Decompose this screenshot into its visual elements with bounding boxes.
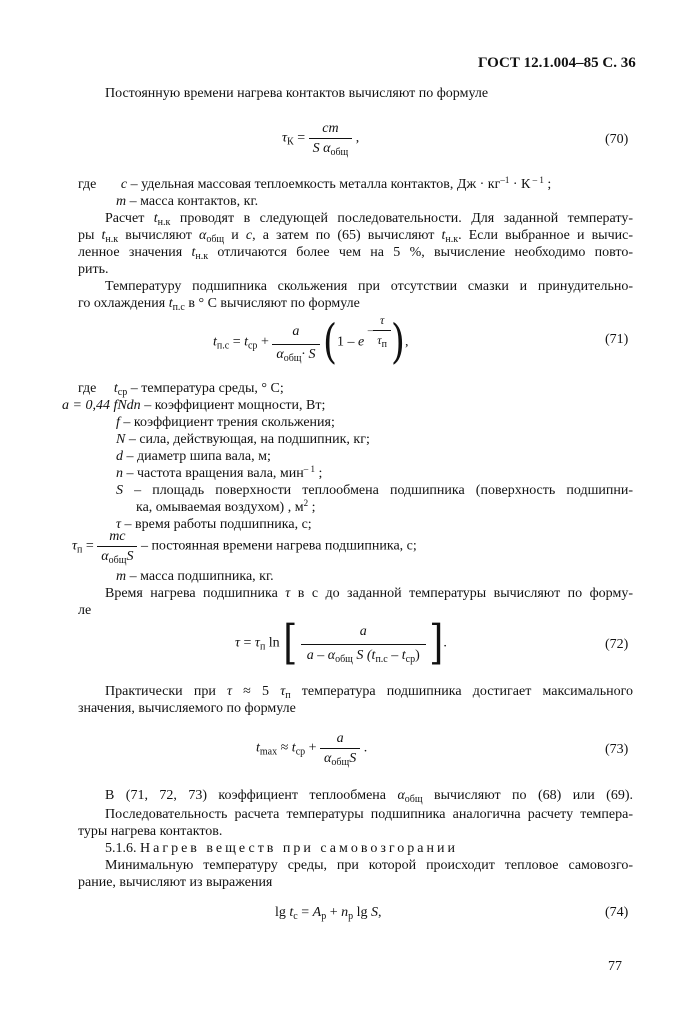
para2-line2: го охлаждения $t_{п.с}$ в ° С вычисляют по формуле: [78, 296, 360, 313]
where-n: n – частота вращения вала, мин$^{- 1}$ ;: [116, 464, 323, 481]
para3-line1: Время нагрева подшипника τ в с до заданной температуры вычисляют по форму-: [105, 586, 633, 601]
para1-line1: Расчет $t_{н.к}$ проводят в следующей последовательности. Для заданной температу-: [105, 211, 633, 228]
para4-line2: значения, вычисляемого по формуле: [78, 701, 296, 716]
where-f: f – коэффициент трения скольжения;: [116, 415, 335, 430]
para2-line1: Температуру подшипника скольжения при отсутствии смазки и принудительно-: [105, 279, 633, 294]
para1-line2: ры $t_{н.к}$ вычисляют $\alpha_{общ}$ и c, а затем по (65) вычисляют $t_{н.к}$. Если выбранное и вычис-: [78, 228, 633, 245]
equation-70: $\tau_К$ = $\frac{cm}{S \alpha_{общ}}$ ,: [282, 121, 360, 158]
where-N: N – сила, действующая, на подшипник, кг;: [116, 432, 370, 447]
page-number: 77: [608, 959, 622, 974]
section-heading: 5.1.6. Нагрев веществ при самовозгорании: [105, 841, 458, 856]
equation-73: $t_{max} \approx t_{ср}$ + $\frac{a}{\alpha_{общ}S}$ .: [256, 731, 368, 768]
equation-number: (73): [605, 742, 629, 757]
equation-number: (71): [605, 332, 629, 347]
where-a: a = 0,44 fNdn – коэффициент мощности, Вт;: [62, 398, 326, 413]
para6-line2: туры нагрева контактов.: [78, 824, 223, 839]
where-S: S – площадь поверхности теплообмена подшипника (поверхность подшипни-: [116, 483, 633, 498]
equation-number: (74): [605, 905, 629, 920]
para7-line1: Минимальную температуру среды, при которой происходит тепловое самовозго-: [105, 858, 633, 873]
where-m-bearing: m – масса подшипника, кг.: [116, 569, 274, 584]
page-header: ГОСТ 12.1.004–85 С. 36: [478, 55, 636, 71]
para7-line2: рание, вычисляют из выражения: [78, 875, 273, 890]
para1-line4: рить.: [78, 262, 109, 277]
para1-line3: ленное значения $t_{н.к}$ отличаются более чем на 5 %, вычисление необходимо повто-: [78, 245, 633, 262]
equation-number: (70): [605, 132, 629, 147]
para4-line1: Практически при τ ≈ 5 $\tau_п$ температура подшипника достигает максимального: [105, 684, 633, 701]
tau-p-definition: $\tau_п$ = $\frac{mc}{\alpha_{общ}S}$ – постоянная времени нагрева подшипника, с;: [72, 529, 417, 566]
where-S-cont: ка, омываемая воздухом) , $м^2$ ;: [136, 498, 316, 515]
where-c: где c – удельная массовая теплоемкость металла контактов, Дж · $кг^{-1} \cdot К$ $^{- 1}$ ;: [78, 175, 552, 192]
where-d: d – диаметр шипа вала, м;: [116, 449, 271, 464]
intro-text: Постоянную времени нагрева контактов вычисляют по формуле: [105, 86, 489, 101]
where-m: m – масса контактов, кг.: [116, 194, 259, 209]
para3-line2: ле: [78, 603, 92, 618]
where-tcp: где $t_{ср}$ – температура среды, ° С;: [78, 381, 284, 398]
equation-number: (72): [605, 637, 629, 652]
equation-74: $\lg t_c = A_p + n_p$ lg S,: [275, 905, 382, 922]
where-tau: τ – время работы подшипника, с;: [116, 517, 312, 532]
para6-line1: Последовательность расчета температуры подшипника аналогична расчету темпера-: [105, 807, 633, 822]
para5-line1: В (71, 72, 73) коэффициент теплообмена $\alpha_{общ}$ вычисляют по (68) или (69).: [105, 788, 633, 805]
equation-71: $t_{п.с} = t_{ср}$ + $\frac{a}{\alpha_{общ}\cdot S}$ (1 – e – $\frac{\tau}{\tau_п}$ ),: [213, 313, 409, 369]
equation-72: $\tau = \tau_п$ ln [ $\frac{a}{a - \alpha_{общ} S (t_{п.с} - t_{ср})}$ ].: [235, 616, 447, 670]
